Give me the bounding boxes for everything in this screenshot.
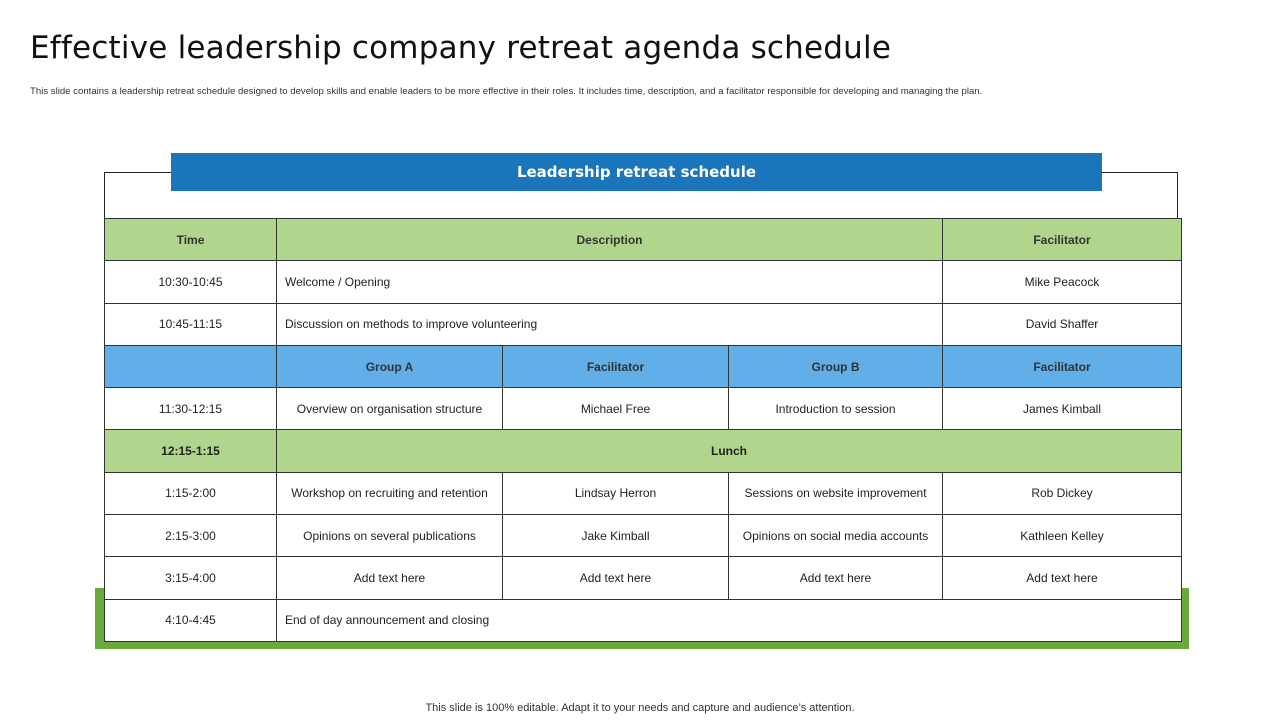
row-group-a: Opinions on several publications bbox=[277, 515, 503, 557]
header-time: Time bbox=[105, 219, 277, 261]
row-group-a: Add text here bbox=[277, 557, 503, 599]
table-row bbox=[105, 261, 1182, 303]
row-description: Welcome / Opening bbox=[277, 261, 943, 303]
row-group-a: Overview on organisation structure bbox=[277, 388, 503, 430]
schedule-table bbox=[104, 218, 1182, 642]
lunch-label: Lunch bbox=[277, 430, 1182, 472]
row-facilitator: Mike Peacock bbox=[943, 261, 1182, 303]
row-group-b: Add text here bbox=[729, 557, 943, 599]
group-b-header: Group B bbox=[729, 345, 943, 387]
page-subtitle: This slide contains a leadership retreat schedule designed to develop skills and enable leaders to be more effective in their roles. It includes time, description, and a facilitator responsible for developing and managing the plan. bbox=[30, 86, 983, 97]
schedule-banner: Leadership retreat schedule bbox=[171, 153, 1102, 191]
row-time: 2:15-3:00 bbox=[105, 515, 277, 557]
table-row bbox=[105, 557, 1182, 599]
row-time: 1:15-2:00 bbox=[105, 472, 277, 514]
table-row bbox=[105, 472, 1182, 514]
row-group-b: Sessions on website improvement bbox=[729, 472, 943, 514]
footer-note: This slide is 100% editable. Adapt it to your needs and capture and audience’s attention. bbox=[425, 702, 855, 714]
table-row bbox=[105, 599, 1182, 641]
group-header-row bbox=[105, 345, 1182, 387]
row-facilitator-a: Michael Free bbox=[503, 388, 729, 430]
facilitator-a-header: Facilitator bbox=[503, 345, 729, 387]
row-facilitator-b: Kathleen Kelley bbox=[943, 515, 1182, 557]
page-title: Effective leadership company retreat agenda schedule bbox=[30, 30, 892, 66]
header-facilitator: Facilitator bbox=[943, 219, 1182, 261]
lunch-row bbox=[105, 430, 1182, 472]
row-time: 10:30-10:45 bbox=[105, 261, 277, 303]
row-group-b: Introduction to session bbox=[729, 388, 943, 430]
row-description: End of day announcement and closing bbox=[277, 599, 1182, 641]
row-facilitator-a: Add text here bbox=[503, 557, 729, 599]
row-time: 10:45-11:15 bbox=[105, 303, 277, 345]
row-time: 11:30-12:15 bbox=[105, 388, 277, 430]
group-header-empty bbox=[105, 345, 277, 387]
row-facilitator-a: Jake Kimball bbox=[503, 515, 729, 557]
row-facilitator-b: Add text here bbox=[943, 557, 1182, 599]
row-facilitator: David Shaffer bbox=[943, 303, 1182, 345]
row-group-a: Workshop on recruiting and retention bbox=[277, 472, 503, 514]
row-facilitator-b: Rob Dickey bbox=[943, 472, 1182, 514]
row-time: 4:10-4:45 bbox=[105, 599, 277, 641]
row-facilitator-a: Lindsay Herron bbox=[503, 472, 729, 514]
table-row bbox=[105, 515, 1182, 557]
row-facilitator-b: James Kimball bbox=[943, 388, 1182, 430]
table-header-row bbox=[105, 219, 1182, 261]
header-description: Description bbox=[277, 219, 943, 261]
group-a-header: Group A bbox=[277, 345, 503, 387]
row-group-b: Opinions on social media accounts bbox=[729, 515, 943, 557]
row-time: 3:15-4:00 bbox=[105, 557, 277, 599]
facilitator-b-header: Facilitator bbox=[943, 345, 1182, 387]
lunch-time: 12:15-1:15 bbox=[105, 430, 277, 472]
table-row bbox=[105, 303, 1182, 345]
row-description: Discussion on methods to improve volunteering bbox=[277, 303, 943, 345]
table-row bbox=[105, 388, 1182, 430]
